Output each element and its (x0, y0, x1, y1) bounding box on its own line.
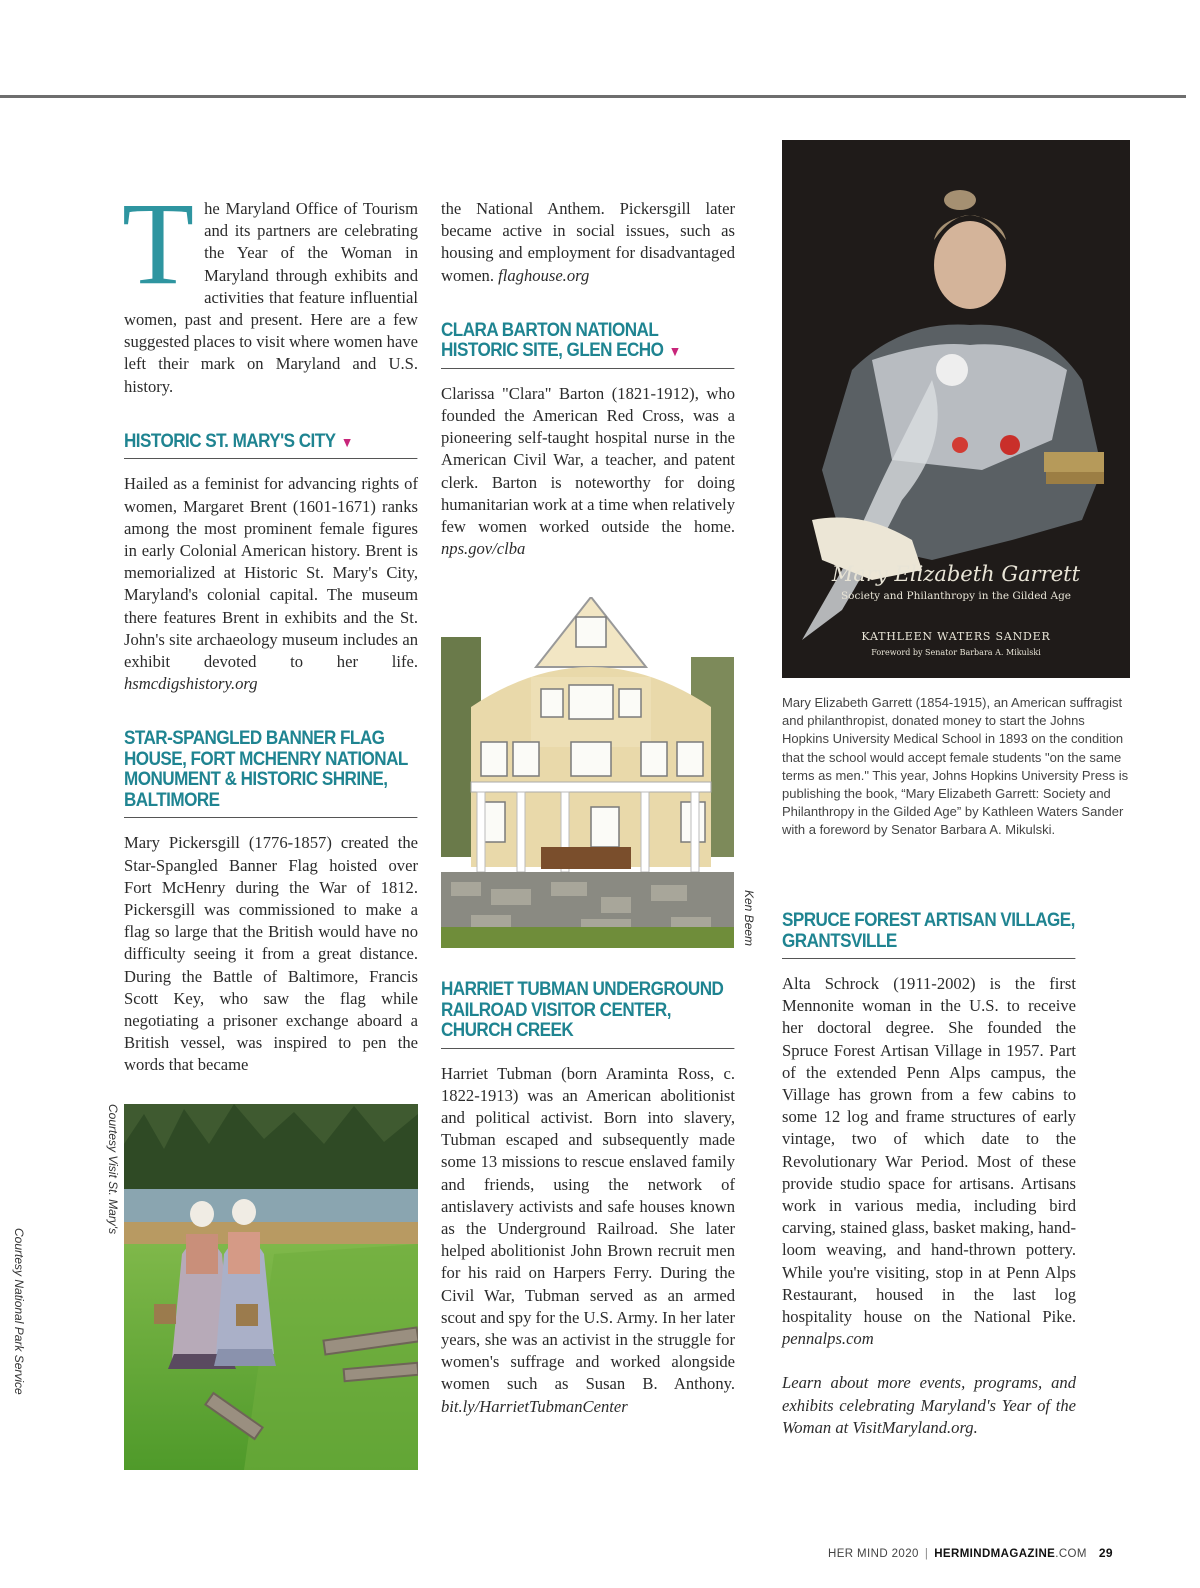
intro-text: he Maryland Office of Tourism and its partners are celebrating the Year of the Woman in Maryland through exhibits and activities that feature influential women, past and present. Here are a few suggested places to visit where women have left their mark on Maryland and U.S. history. (124, 199, 418, 396)
tubman-paragraph (441, 1063, 735, 1418)
st-marys-paragraph (124, 473, 418, 695)
heading-st-marys (124, 432, 418, 460)
tubman-link[interactable]: bit.ly/HarrietTubmanCenter (441, 1396, 628, 1416)
triangle-down-icon: ▼ (340, 433, 353, 450)
heading-clara-barton (441, 321, 735, 369)
st-marys-text: Hailed as a feminist for advancing rights of women, Margaret Brent (1601-1671) ranks among the most prominent female figures in early Colonial American history. Brent is memorialized at Historic St. Mary's City, Maryland's colonial capital. The museum there features Brent in exhibits and the St. John's site archaeology museum includes an exhibit devoted to her life. (124, 474, 418, 671)
heading-spruce-forest-text: SPRUCE FOREST ARTISAN VILLAGE, GRANTSVILLE (782, 910, 1075, 952)
page-number: 29 (1098, 1546, 1113, 1560)
photo-credit-ken-beem: Ken Beem (742, 890, 756, 947)
book-subtitle: Society and Philanthropy in the Gilded Age (840, 590, 1072, 602)
heading-flag-house (124, 729, 418, 818)
spruce-section (782, 911, 1076, 1439)
heading-spruce-forest (782, 911, 1076, 959)
footer-separator: | (924, 1548, 929, 1560)
heading-tubman (441, 980, 735, 1049)
heading-st-marys-text: HISTORIC ST. MARY'S CITY (124, 430, 336, 452)
spruce-text: Alta Schrock (1911-2002) is the first Mennonite woman in the U.S. to receive her doctoral degree. She founded the Spruce Forest Artisan Village in 1957. Part of the extended Penn Alps campus, the Village has grown from a few cabins to some 12 log and frame structures of early vintage, two of which date to the Revolutionary War Period. Most of these provide studio space for artisans. Artisans work in various media, including bird carving, stained glass, basket making, hand-loom weaving, and hand-thrown pottery. While you're visiting, stop in at Penn Alps Restaurant, housed in the last log hospitality house on the National Pike. (782, 974, 1076, 1327)
heading-tubman-text: HARRIET TUBMAN UNDERGROUND RAILROAD VISITOR CENTER, CHURCH CREEK (441, 979, 724, 1041)
footer-issue: HER MIND 2020 (827, 1548, 919, 1560)
clara-barton-house-photo (441, 597, 734, 948)
reenactors-photo (124, 1104, 418, 1470)
drop-cap: T (122, 178, 195, 309)
column-3 (782, 140, 1130, 840)
footer-site-bold: HERMINDMAGAZINE (934, 1548, 1056, 1560)
heading-flag-house-text: STAR-SPANGLED BANNER FLAG HOUSE, FORT MCHENRY NATIONAL MONUMENT & HISTORIC SHRINE, BALTIMORE (124, 728, 408, 811)
heading-clara-barton-text: CLARA BARTON NATIONAL HISTORIC SITE, GLEN ECHO (441, 319, 664, 362)
spruce-paragraph (782, 973, 1076, 1350)
barton-link[interactable]: nps.gov/clba (441, 539, 526, 559)
page-footer (828, 1546, 1113, 1560)
footer-site-light: .COM (1055, 1548, 1087, 1560)
flag-house-paragraph (124, 832, 418, 1076)
flag-house-continued-text: the National Anthem. Pickersgill later became active in social issues, such as housing and employment for disadvantaged women. (441, 199, 735, 285)
closing-note: Learn about more events, programs, and exhibits celebrating Maryland's Year of the Woman at VisitMaryland.org. (782, 1373, 1076, 1437)
book-foreword: Foreword by Senator Barbara A. Mikulski (871, 648, 1041, 657)
tubman-section (441, 980, 735, 1418)
column-2 (441, 198, 735, 560)
barton-text: Clarissa "Clara" Barton (1821-1912), who founded the American Red Cross, was a pioneering self-taught hospital nurse in the American Civil War, a teacher, and patent clerk. Barton is noteworthy for doing humanitarian work at a time when relatively few women worked outside the home. (441, 383, 735, 537)
photo-credit-national-park-service: Courtesy National Park Service (12, 1228, 26, 1395)
flag-house-link[interactable]: flaghouse.org (498, 265, 590, 285)
intro-paragraph (122, 178, 418, 398)
st-marys-link[interactable]: hsmcdigshistory.org (124, 674, 258, 694)
book-author: KATHLEEN WATERS SANDER (861, 630, 1051, 643)
spruce-link[interactable]: pennalps.com (782, 1329, 874, 1349)
book-cover (782, 140, 1130, 678)
flag-house-text: Mary Pickersgill (1776-1857) created the Star-Spangled Banner Flag hoisted over Fort McHenry during the War of 1812. Pickersgill was commissioned to make a flag so large that the British would have no difficulty seeing it from a great distance. During the Battle of Baltimore, Francis Scott Key, who saw the flag while negotiating a prisoner exchange aboard a British vessel, was inspired to pen the words that became (124, 833, 418, 1075)
top-rule (0, 95, 1186, 98)
flag-house-continued (441, 198, 735, 287)
barton-paragraph (441, 383, 735, 561)
photo-credit-visit-st-marys: Courtesy Visit St. Mary's (106, 1104, 120, 1235)
triangle-down-icon: ▼ (668, 343, 681, 360)
column-1 (122, 178, 418, 1077)
tubman-text: Harriet Tubman (born Araminta Ross, c. 1822-1913) was an American abolitionist and political activist. Born into slavery, Tubman escaped and subsequently made some 13 missions to rescue enslaved family and friends, using the network of antislavery activists and safe houses known as the Underground Railroad. She later helped abolitionist John Brown recruit men for his raid on Harpers Ferry. During the Civil War, Tubman served as an armed scout and spy for the U.S. Army. In her later years, she was an activist in the struggle for women's suffrage and worked alongside women such as Susan B. Anthony. (441, 1063, 735, 1394)
book-title: Mary Elizabeth Garrett (831, 562, 1081, 586)
book-caption: Mary Elizabeth Garrett (1854-1915), an American suffragist and philanthropist, donated money to start the Johns Hopkins University Medical School in 1893 on the condition that the school would accept female students "on the same terms as men." This year, Johns Hopkins University Press is publishing the book, “Mary Elizabeth Garrett: Society and Philanthropy in the Gilded Age” by Kathleen Waters Sander with a foreword by Senator Barbara A. Mikulski. (782, 695, 1129, 838)
